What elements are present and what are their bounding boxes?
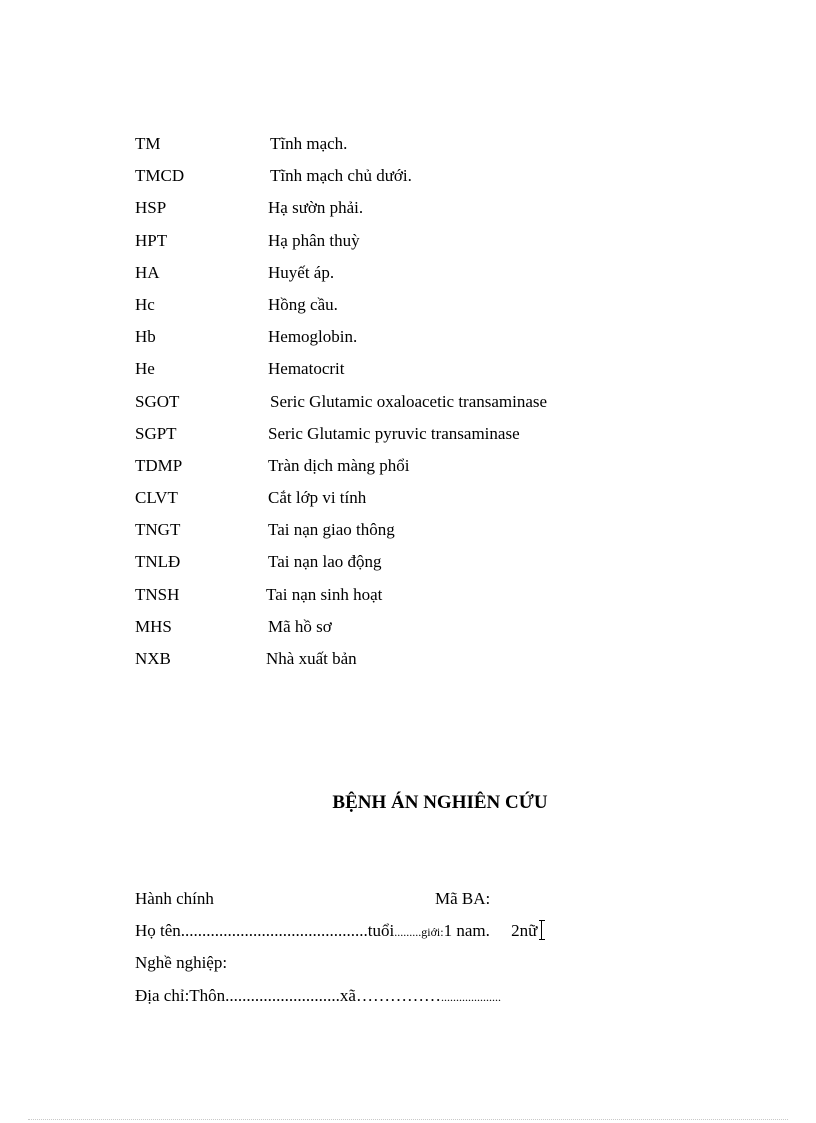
abbreviation-code: TM	[135, 134, 161, 153]
list-item	[135, 164, 735, 196]
abbreviation-code: NXB	[135, 649, 171, 668]
abbreviation-definition: Hạ sườn phải.	[268, 198, 364, 218]
abbreviation-definition: Seric Glutamic pyruvic transaminase	[268, 423, 520, 443]
abbreviation-definition: Tai nạn giao thông	[268, 520, 395, 540]
abbreviation-code: HPT	[135, 230, 168, 250]
list-item	[135, 518, 735, 550]
abbreviation-definition: Hồng cầu.	[268, 294, 338, 314]
abbreviation-code: He	[135, 359, 155, 379]
gender-label: giới:	[421, 925, 444, 939]
list-item	[135, 293, 735, 325]
age-label: tuổi	[367, 921, 395, 940]
name-label: Họ tên	[135, 921, 181, 940]
abbreviation-code: HA	[135, 262, 160, 282]
abbreviation-definition: Hematocrit	[268, 359, 345, 379]
list-item	[135, 454, 735, 486]
list-item	[135, 229, 735, 261]
list-item	[135, 357, 735, 389]
page-title: BỆNH ÁN NGHIÊN CỨU	[332, 792, 548, 813]
abbreviation-definition: Hạ phân thuỳ	[268, 230, 360, 250]
abbreviation-definition: Tai nạn sinh hoạt	[266, 584, 383, 604]
abbreviation-definition: Tĩnh mạch.	[270, 134, 348, 153]
abbreviation-code: Hc	[135, 294, 155, 314]
abbreviation-definition: Tràn dịch màng phổi	[268, 455, 410, 475]
age-field[interactable]: .........	[394, 925, 422, 939]
commune-field-extra[interactable]: ....................	[440, 990, 501, 1004]
abbreviation-code: Hb	[135, 327, 156, 347]
abbreviation-definition: Tĩnh mạch chủ dưới.	[270, 166, 412, 186]
name-line	[135, 919, 548, 944]
list-item	[135, 422, 735, 454]
page-bottom-divider	[28, 1119, 788, 1120]
abbreviation-code: SGPT	[135, 423, 177, 443]
list-item	[135, 647, 735, 679]
address-label: Địa chỉ:Thôn	[135, 986, 226, 1005]
abbreviation-code: TNGT	[135, 520, 181, 540]
abbreviation-code: MHS	[135, 616, 172, 636]
abbreviation-definition: Tai nạn lao động	[268, 552, 382, 572]
list-item	[135, 486, 735, 518]
address-line	[135, 984, 501, 1009]
abbreviation-definition: Nhà xuất bản	[266, 649, 357, 668]
list-item	[135, 390, 735, 422]
abbreviation-list	[135, 132, 735, 679]
list-item	[135, 583, 735, 615]
abbreviation-code: TNSH	[135, 584, 180, 604]
abbreviation-code: TNLĐ	[135, 552, 181, 572]
list-item	[135, 261, 735, 293]
occupation-label: Nghề nghiệp:	[135, 953, 228, 972]
commune-field[interactable]: ……………	[355, 986, 441, 1005]
list-item	[135, 325, 735, 357]
text-cursor-icon	[541, 920, 548, 940]
name-field[interactable]: ............................................	[180, 921, 368, 940]
village-field[interactable]: ...........................	[225, 986, 340, 1005]
abbreviation-code: HSP	[135, 198, 167, 218]
abbreviation-definition: Huyết áp.	[268, 262, 335, 282]
commune-label: xã	[339, 986, 356, 1005]
abbreviation-code: SGOT	[135, 391, 180, 411]
abbreviation-definition: Hemoglobin.	[268, 327, 358, 347]
gender-option-female[interactable]: 2nữ	[511, 921, 538, 940]
list-item	[135, 132, 735, 164]
admin-section-heading: Hành chính	[135, 889, 214, 908]
abbreviation-code: TMCD	[135, 166, 185, 186]
list-item	[135, 196, 735, 228]
list-item	[135, 550, 735, 582]
abbreviation-definition: Mã hồ sơ	[268, 616, 332, 636]
abbreviation-definition: Seric Glutamic oxaloacetic transaminase	[270, 391, 548, 411]
abbreviation-code: CLVT	[135, 488, 178, 508]
abbreviation-definition: Cắt lớp vi tính	[268, 488, 367, 508]
list-item	[135, 615, 735, 647]
record-id-label: Mã BA:	[435, 889, 491, 908]
gender-option-male[interactable]: 1 nam.	[443, 921, 490, 940]
abbreviation-code: TDMP	[135, 455, 183, 475]
